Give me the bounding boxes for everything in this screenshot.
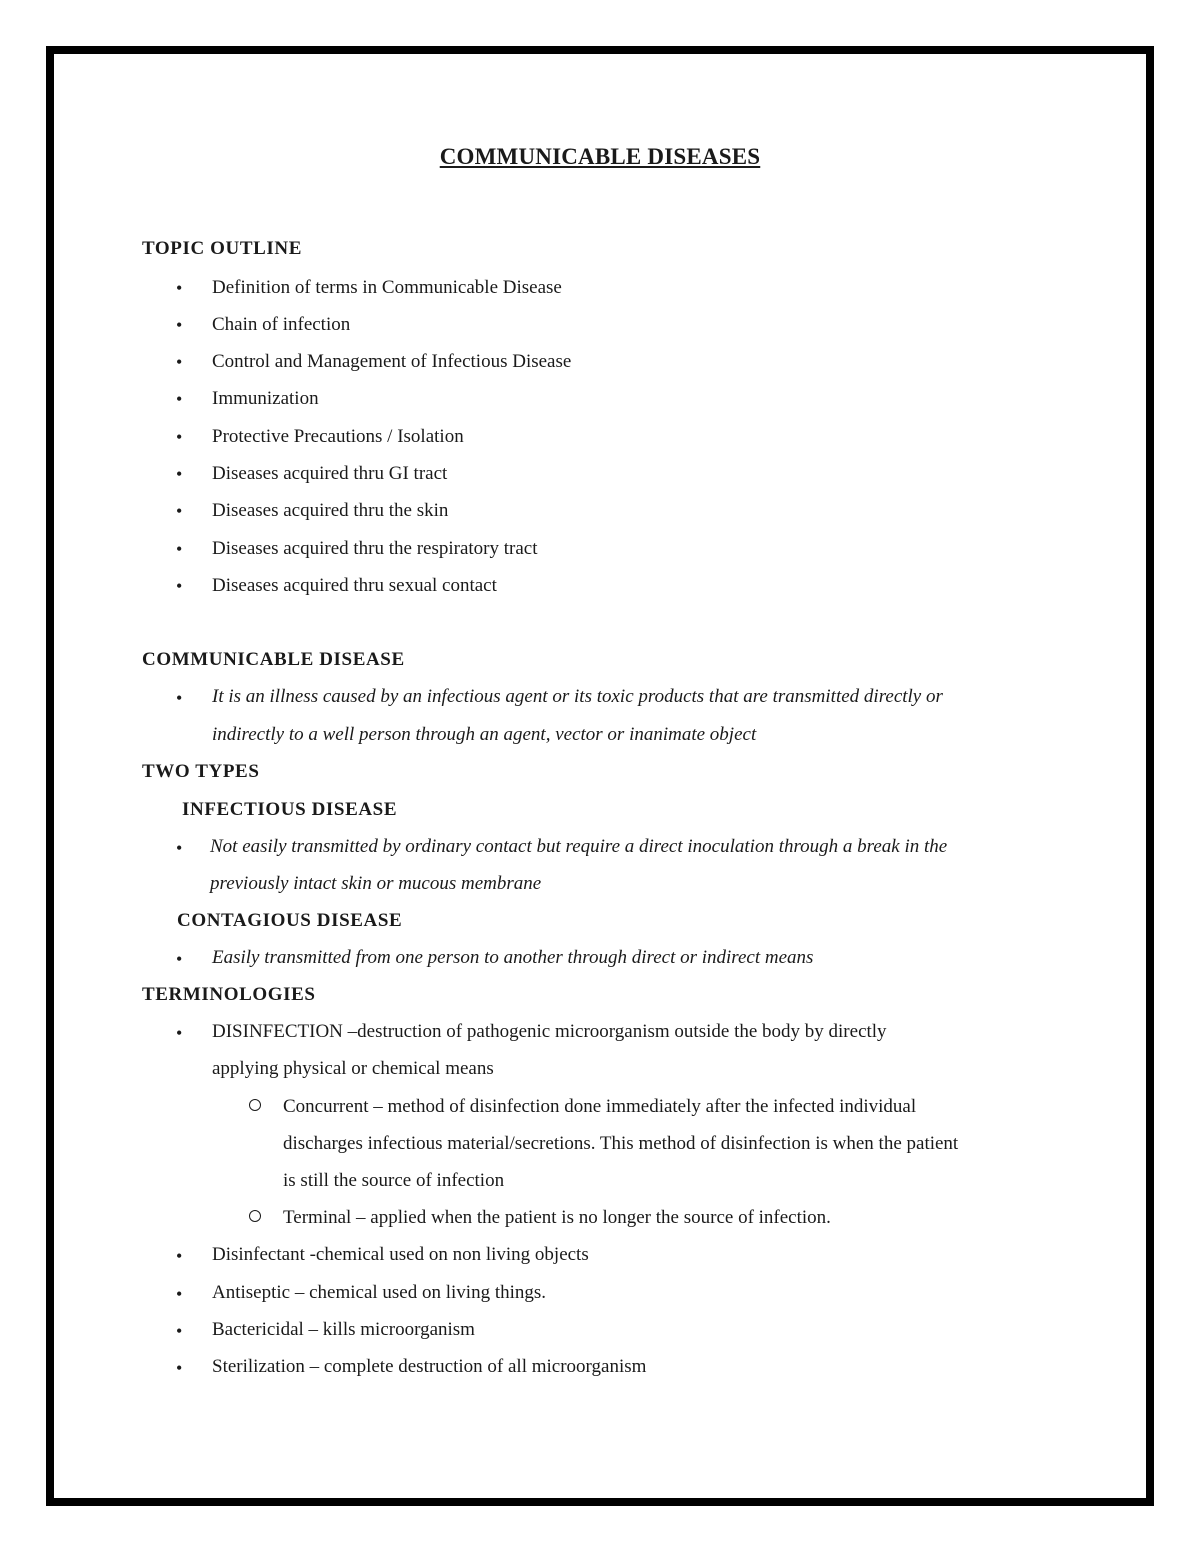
outline-item: Diseases acquired thru the respiratory tract [212, 538, 538, 559]
terminologies-heading: TERMINOLOGIES [142, 984, 316, 1005]
contagious-definition: Easily transmitted from one person to another through direct or indirect means [212, 947, 814, 968]
bullet-icon: • [176, 576, 183, 596]
bullet-icon: • [176, 838, 183, 858]
outline-item: Diseases acquired thru the skin [212, 500, 449, 521]
terminology-item: Bactericidal – kills microorganism [212, 1319, 475, 1340]
circle-bullet-icon [249, 1099, 261, 1111]
bullet-icon: • [176, 1284, 183, 1304]
infectious-definition: Not easily transmitted by ordinary contact but require a direct inoculation through a break in the [210, 836, 948, 857]
bullet-icon: • [176, 352, 183, 372]
bullet-icon: • [176, 315, 183, 335]
concurrent-term: discharges infectious material/secretions. This method of disinfection is when the patient [283, 1133, 959, 1154]
outline-item: Chain of infection [212, 314, 351, 335]
communicable-disease-heading: COMMUNICABLE DISEASE [142, 649, 405, 670]
bullet-icon: • [176, 278, 183, 298]
concurrent-term: Concurrent – method of disinfection done immediately after the infected individual [283, 1096, 917, 1117]
two-types-heading: TWO TYPES [142, 761, 260, 782]
outline-item: Diseases acquired thru GI tract [212, 463, 448, 484]
concurrent-term: is still the source of infection [283, 1170, 505, 1191]
bullet-icon: • [176, 1358, 183, 1378]
terminal-term: Terminal – applied when the patient is no longer the source of infection. [283, 1207, 831, 1228]
terminology-item: Antiseptic – chemical used on living things. [212, 1282, 547, 1303]
bullet-icon: • [176, 1246, 183, 1266]
disinfection-term: applying physical or chemical means [212, 1058, 494, 1079]
topic-outline-heading: TOPIC OUTLINE [142, 238, 303, 259]
bullet-icon: • [176, 389, 183, 409]
disinfection-term: DISINFECTION –destruction of pathogenic microorganism outside the body by directly [212, 1021, 887, 1042]
outline-item: Protective Precautions / Isolation [212, 426, 464, 447]
bullet-icon: • [176, 427, 183, 447]
bullet-icon: • [176, 949, 183, 969]
bullet-icon: • [176, 688, 183, 708]
terminology-item: Disinfectant -chemical used on non living objects [212, 1244, 589, 1265]
infectious-definition: previously intact skin or mucous membrane [210, 873, 542, 894]
circle-bullet-icon [249, 1210, 261, 1222]
bullet-icon: • [176, 501, 183, 521]
definition-text: indirectly to a well person through an agent, vector or inanimate object [212, 724, 757, 745]
definition-text: It is an illness caused by an infectious agent or its toxic products that are transmitted directly or [212, 686, 943, 707]
outline-item: Control and Management of Infectious Disease [212, 351, 572, 372]
bullet-icon: • [176, 1321, 183, 1341]
bullet-icon: • [176, 464, 183, 484]
contagious-disease-heading: CONTAGIOUS DISEASE [177, 910, 403, 931]
outline-item: Immunization [212, 388, 319, 409]
document-title: COMMUNICABLE DISEASES [439, 144, 761, 169]
outline-item: Definition of terms in Communicable Disease [212, 277, 562, 298]
bullet-icon: • [176, 1023, 183, 1043]
bullet-icon: • [176, 539, 183, 559]
outline-item: Diseases acquired thru sexual contact [212, 575, 497, 596]
terminology-item: Sterilization – complete destruction of all microorganism [212, 1356, 647, 1377]
infectious-disease-heading: INFECTIOUS DISEASE [182, 799, 398, 820]
